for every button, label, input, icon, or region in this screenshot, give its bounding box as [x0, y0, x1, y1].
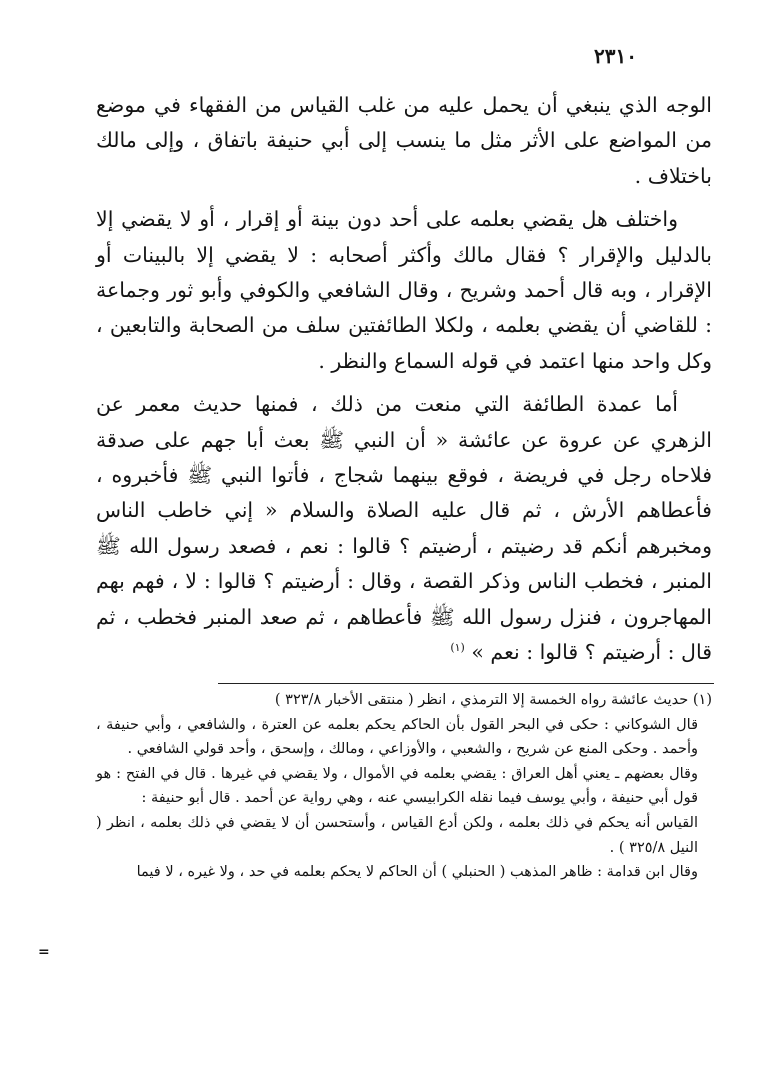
footnote-reference[interactable]: (١)	[450, 641, 465, 655]
footnote-shawkani: قال الشوكاني : حكى في البحر القول بأن الحاكم يحكم بعلمه عن العترة ، والشافعي ، وأبي حنيفة ، وأحمد . وحكى المنع عن شريح ، والشعبي ، والأوزاعي ، ومالك ، وإسحق ، وأحد قولي الشافعي .	[96, 716, 698, 758]
paragraph-3	[96, 387, 712, 670]
footnote-separator	[218, 683, 714, 684]
footnote-iraq: وقال بعضهم ـ يعني أهل العراق : يقضي بعلمه في الأموال ، ولا يقضي في غيرها . قال في الفتح : هو قول أبي حنيفة ، وأبي يوسف فيما نقله الكرابيسي عنه ، وهي رواية عن أحمد . قال أبو حنيفة :	[96, 765, 698, 807]
paragraph-1: الوجه الذي ينبغي أن يحمل عليه من غلب القياس من الفقهاء في موضع من المواضع على الأثر مثل ما ينسب إلى أبي حنيفة باتفاق ، وإلى مالك باختلاف .	[96, 93, 712, 188]
footnote-1: (١) حديث عائشة رواه الخمسة إلا الترمذي ، انظر ( منتقى الأخبار ٣٢٣/٨ )	[274, 692, 712, 708]
footnotes	[96, 688, 712, 885]
margin-mark: =	[38, 944, 50, 960]
page-number: ٢٣١٠	[594, 44, 637, 68]
paragraph-3-text: أما عمدة الطائفة التي منعت من ذلك ، فمنها حديث معمر عن الزهري عن عروة عن عائشة « أن النبي ﷺ بعث أبا جهم على صدقة فلاحاه رجل في فريضة ، فوقع بينهما شجاج ، فأتوا النبي ﷺ فأخبروه ، فأعطاهم الأرش ، ثم قال عليه الصلاة والسلام « إني خاطب الناس ومخبرهم أنكم قد رضيتم ، أرضيتم ؟ قالوا : نعم ، فصعد رسول الله ﷺ المنبر ، فخطب الناس وذكر القصة ، وقال : أرضيتم ؟ قالوا : لا ، فهم بهم المهاجرون ، فنزل رسول الله ﷺ فأعطاهم ، ثم صعد المنبر فخطب ، ثم قال : أرضيتم ؟ قالوا : نعم »	[96, 392, 712, 665]
main-text	[96, 88, 712, 671]
footnote-ibn-qudama: وقال ابن قدامة : ظاهر المذهب ( الحنبلي ) أن الحاكم لا يحكم بعلمه في حد ، ولا غيره ، لا فيما	[136, 864, 698, 881]
paragraph-2: واختلف هل يقضي بعلمه على أحد دون بينة أو إقرار ، أو لا يقضي إلا بالدليل والإقرار ؟ فقال مالك وأكثر أصحابه : لا يقضي إلا بالبينات أو الإقرار ، وبه قال أحمد وشريح ، وقال الشافعي والكوفي وأبو ثور وجماعة : للقاضي أن يقضي بعلمه ، ولكلا الطائفتين سلف من الصحابة والتابعين ، وكل واحد منها اعتمد في قوله السماع والنظر .	[96, 207, 712, 373]
footnote-qiyas: القياس أنه يحكم في ذلك بعلمه ، ولكن أدع القياس ، وأستحسن أن لا يقضي في ذلك بعلمه ، انظر ( النيل ٣٢٥/٨ ) .	[96, 814, 698, 856]
